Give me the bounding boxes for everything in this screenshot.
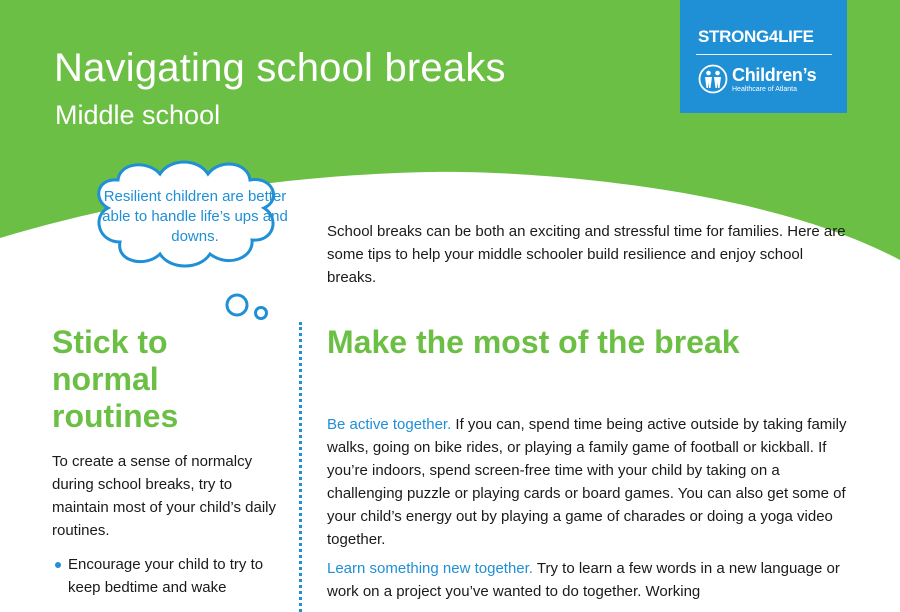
logo-block xyxy=(680,0,847,113)
callout-text: Resilient children are better able to handle life’s ups and downs. xyxy=(102,188,288,245)
page-subtitle: Middle school xyxy=(55,100,221,130)
logo-divider xyxy=(696,54,832,55)
children-figure-icon xyxy=(698,64,728,94)
paragraph-lead: Be active together. xyxy=(327,416,452,433)
column-divider xyxy=(299,322,302,612)
paragraph-lead: Learn something new together. xyxy=(327,560,533,577)
logo-sub-text: Healthcare of Atlanta xyxy=(732,86,797,93)
intro-paragraph: School breaks can be both an exciting and stressful time for families. Here are some tips to help your middle schooler build resilience and enjoy school breaks. xyxy=(327,223,846,286)
left-section-heading: Stick to normal routines xyxy=(52,324,179,434)
right-paragraph-learn xyxy=(327,557,847,603)
right-section-heading: Make the most of the break xyxy=(327,324,740,360)
left-section-paragraph: To create a sense of normalcy during school breaks, try to maintain most of your child’s daily routines. xyxy=(52,453,276,539)
right-paragraph-active xyxy=(327,413,847,551)
logo-brand-text: STRONG4LIFE xyxy=(698,27,814,46)
logo-name-text: Children’s xyxy=(732,65,817,85)
paragraph-body: Try to learn a few words in a new language or work on a project you’ve wanted to do together. Working xyxy=(327,560,840,600)
paragraph-body: If you can, spend time being active outside by taking family walks, going on bike rides, or playing a family game of football or kickball. If you’re indoors, spend screen-free time with your child by taking on a challenging puzzle or playing cards or board games. You can also get some of your child’s energy out by playing a game of charades or doing a yoga video together. xyxy=(327,416,847,548)
page-title: Navigating school breaks xyxy=(54,46,506,90)
left-section-bullet: Encourage your child to try to keep bedtime and wake xyxy=(68,556,264,596)
